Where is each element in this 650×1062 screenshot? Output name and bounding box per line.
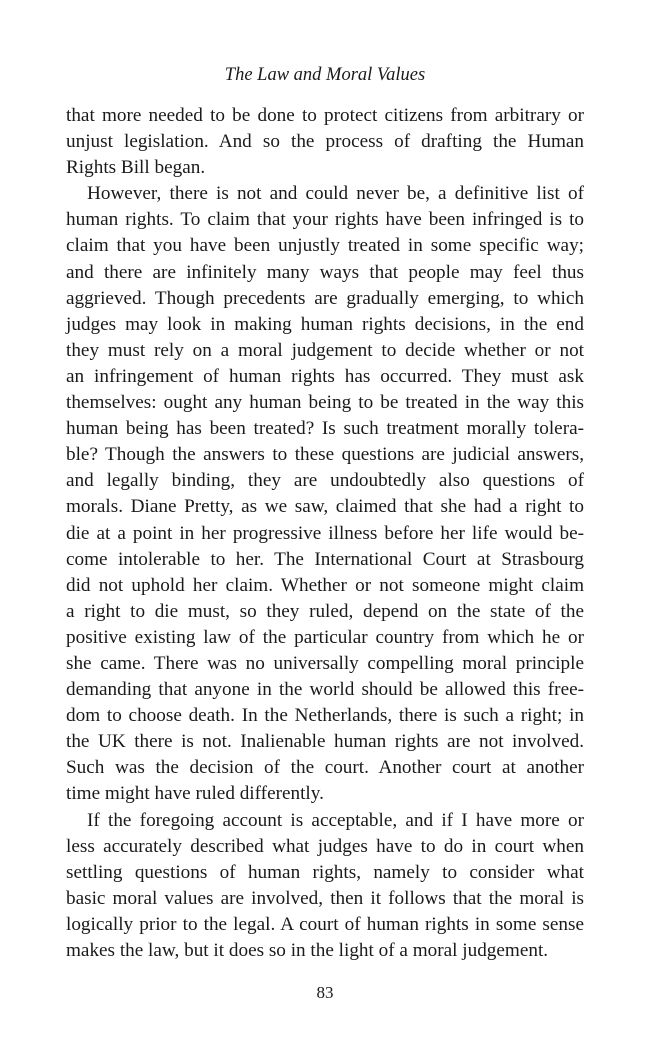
text-line: human being has been treated? Is such treatment morally tolera-	[66, 418, 584, 440]
text-line: basic moral values are involved, then it follows that the moral is	[66, 887, 584, 909]
paragraph	[66, 808, 584, 965]
text-line: Rights Bill began.	[66, 157, 206, 179]
paragraph	[66, 103, 584, 181]
text-line: demanding that anyone in the world should be allowed this free-	[66, 679, 584, 701]
text-line: that more needed to be done to protect citizens from arbitrary or	[66, 105, 584, 126]
text-line: Such was the decision of the court. Another court at another	[66, 757, 584, 779]
text-line: and legally binding, they are undoubtedly also questions of	[66, 470, 584, 492]
text-line: judges may look in making human rights decisions, in the end	[66, 313, 584, 335]
text-line: logically prior to the legal. A court of human rights in some sense	[66, 913, 584, 935]
text-line: she came. There was no universally compelling moral principle	[66, 652, 584, 674]
text-line: dom to choose death. In the Netherlands, there is such a right; in	[66, 705, 584, 727]
text-line: makes the law, but it does so in the light of a moral judgement.	[66, 940, 549, 961]
text-line: did not uphold her claim. Whether or not someone might claim	[66, 574, 584, 596]
text-line: aggrieved. Though precedents are gradually emerging, to which	[66, 287, 584, 309]
text-line: the UK there is not. Inalienable human rights are not involved.	[66, 731, 584, 753]
text-line: settling questions of human rights, namely to consider what	[66, 861, 584, 883]
text-line: positive existing law of the particular country from which he or	[66, 626, 584, 648]
text-line: and there are infinitely many ways that people may feel thus	[66, 261, 584, 283]
paragraph	[66, 181, 584, 807]
text-line: ble? Though the answers to these questions are judicial answers,	[66, 444, 584, 466]
text-line: die at a point in her progressive illness before her life would be-	[66, 522, 584, 544]
text-line: themselves: ought any human being to be treated in the way this	[66, 392, 584, 414]
text-line: time might have ruled differently.	[66, 783, 324, 805]
text-line: less accurately described what judges have to do in court when	[66, 835, 584, 857]
text-line: However, there is not and could never be, a definitive list of	[87, 183, 584, 205]
text-line: they must rely on a moral judgement to decide whether or not	[66, 339, 584, 361]
text-line: claim that you have been unjustly treated in some specific way;	[66, 235, 584, 257]
text-line: morals. Diane Pretty, as we saw, claimed that she had a right to	[66, 496, 584, 518]
body-text	[66, 103, 584, 964]
text-line: an infringement of human rights has occurred. They must ask	[66, 365, 584, 387]
page-number: 83	[316, 983, 334, 1002]
text-line: human rights. To claim that your rights have been infringed is to	[66, 209, 584, 231]
text-line: unjust legislation. And so the process of drafting the Human	[66, 131, 584, 153]
text-line: a right to die must, so they ruled, depend on the state of the	[66, 600, 584, 622]
text-line: If the foregoing account is acceptable, and if I have more or	[87, 809, 584, 831]
text-line: come intolerable to her. The International Court at Strasbourg	[66, 548, 584, 570]
running-head: The Law and Moral Values	[224, 65, 426, 85]
